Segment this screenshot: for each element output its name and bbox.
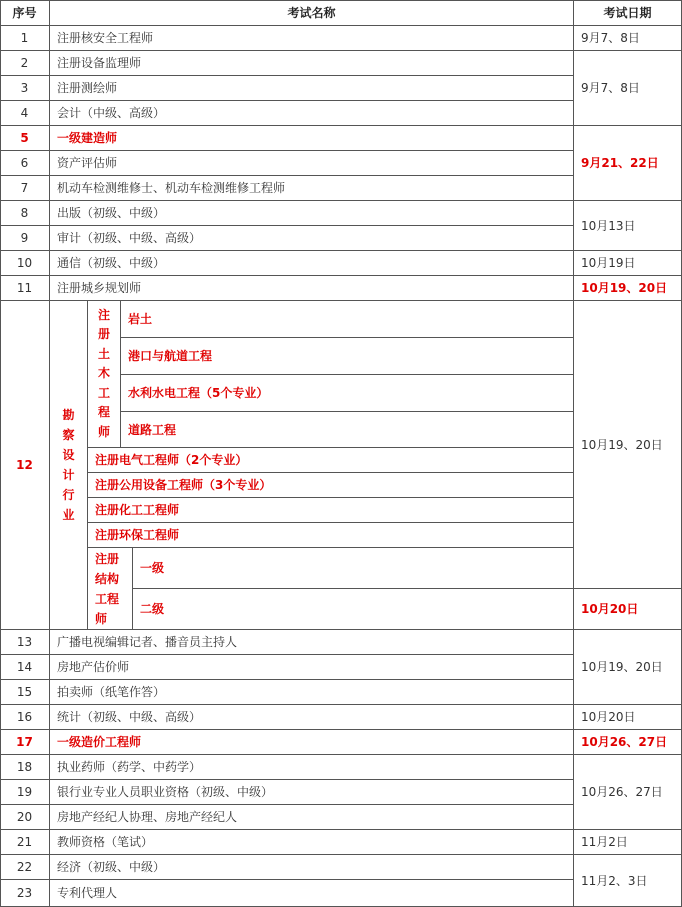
civil-item: 水利水电工程（5个专业） bbox=[121, 375, 574, 412]
exam-date: 11月2日 bbox=[574, 830, 682, 855]
row-no: 10 bbox=[0, 251, 50, 276]
exam-date: 10月20日 bbox=[574, 589, 682, 630]
civil-item: 道路工程 bbox=[121, 412, 574, 448]
exam-name: 出版（初级、中级） bbox=[50, 201, 574, 226]
group-char: 设 bbox=[62, 448, 75, 462]
header-no: 序号 bbox=[0, 0, 50, 26]
group-char: 察 bbox=[62, 428, 75, 442]
exam-name: 经济（初级、中级） bbox=[50, 855, 574, 880]
civil-char: 土 bbox=[97, 346, 110, 361]
structural-char: 注册 bbox=[95, 551, 120, 566]
row-no: 3 bbox=[0, 76, 50, 101]
exam-date: 10月26、27日 bbox=[574, 730, 682, 755]
exam-name: 教师资格（笔试） bbox=[50, 830, 574, 855]
header-name: 考试名称 bbox=[50, 0, 574, 26]
civil-engineer-label bbox=[88, 301, 121, 448]
row-no: 23 bbox=[0, 880, 50, 907]
civil-item: 港口与航道工程 bbox=[121, 338, 574, 375]
exam-name: 统计（初级、中级、高级） bbox=[50, 705, 574, 730]
engineer-item: 注册化工工程师 bbox=[88, 498, 574, 523]
exam-date: 10月13日 bbox=[574, 201, 682, 251]
exam-name: 广播电视编辑记者、播音员主持人 bbox=[50, 630, 574, 655]
engineer-item: 注册公用设备工程师（3个专业） bbox=[88, 473, 574, 498]
exam-date: 9月7、8日 bbox=[574, 26, 682, 51]
civil-char: 注 bbox=[97, 307, 110, 322]
exam-date: 10月19、20日 bbox=[574, 630, 682, 705]
exam-date: 9月21、22日 bbox=[574, 126, 682, 201]
row-no: 19 bbox=[0, 780, 50, 805]
row-no: 21 bbox=[0, 830, 50, 855]
structural-char: 结构 bbox=[95, 571, 120, 586]
row-no: 22 bbox=[0, 855, 50, 880]
row-no: 5 bbox=[0, 126, 50, 151]
row-no: 14 bbox=[0, 655, 50, 680]
structural-char: 工程 bbox=[95, 591, 120, 606]
structural-item: 一级 bbox=[133, 548, 574, 589]
civil-char: 木 bbox=[97, 366, 110, 381]
row-no: 20 bbox=[0, 805, 50, 830]
group-char: 勘 bbox=[62, 408, 75, 422]
exam-date: 10月19日 bbox=[574, 251, 682, 276]
exam-name: 审计（初级、中级、高级） bbox=[50, 226, 574, 251]
row-no: 15 bbox=[0, 680, 50, 705]
row-no: 1 bbox=[0, 26, 50, 51]
civil-char: 工 bbox=[97, 385, 110, 400]
exam-name: 银行业专业人员职业资格（初级、中级） bbox=[50, 780, 574, 805]
civil-item: 岩土 bbox=[121, 301, 574, 338]
row-no: 4 bbox=[0, 101, 50, 126]
exam-name: 一级建造师 bbox=[50, 126, 574, 151]
exam-date: 10月26、27日 bbox=[574, 755, 682, 830]
exam-name: 注册核安全工程师 bbox=[50, 26, 574, 51]
row-no: 2 bbox=[0, 51, 50, 76]
row-no: 7 bbox=[0, 176, 50, 201]
group-char: 行 bbox=[62, 488, 75, 502]
exam-name: 会计（中级、高级） bbox=[50, 101, 574, 126]
row-no: 12 bbox=[0, 301, 50, 630]
row-no: 8 bbox=[0, 201, 50, 226]
exam-name: 注册设备监理师 bbox=[50, 51, 574, 76]
exam-date: 10月19、20日 bbox=[574, 301, 682, 589]
row-no: 18 bbox=[0, 755, 50, 780]
exam-name: 注册城乡规划师 bbox=[50, 276, 574, 301]
header-date: 考试日期 bbox=[574, 0, 682, 26]
exam-date: 11月2、3日 bbox=[574, 855, 682, 907]
engineer-item: 注册环保工程师 bbox=[88, 523, 574, 548]
group-char: 计 bbox=[62, 468, 75, 482]
exam-name: 专利代理人 bbox=[50, 880, 574, 907]
exam-name: 房地产估价师 bbox=[50, 655, 574, 680]
exam-name: 房地产经纪人协理、房地产经纪人 bbox=[50, 805, 574, 830]
row-no: 13 bbox=[0, 630, 50, 655]
exam-name: 注册测绘师 bbox=[50, 76, 574, 101]
structural-item: 二级 bbox=[133, 589, 574, 630]
row-no: 9 bbox=[0, 226, 50, 251]
exam-date: 9月7、8日 bbox=[574, 51, 682, 126]
civil-char: 册 bbox=[97, 327, 110, 342]
exam-name: 拍卖师（纸笔作答） bbox=[50, 680, 574, 705]
exam-date: 10月19、20日 bbox=[574, 276, 682, 301]
exam-date: 10月20日 bbox=[574, 705, 682, 730]
row-no: 11 bbox=[0, 276, 50, 301]
engineer-item: 注册电气工程师（2个专业） bbox=[88, 448, 574, 473]
structural-engineer-label bbox=[88, 548, 133, 630]
survey-design-group-label bbox=[50, 301, 88, 630]
exam-name: 资产评估师 bbox=[50, 151, 574, 176]
exam-name: 一级造价工程师 bbox=[50, 730, 574, 755]
exam-name: 机动车检测维修士、机动车检测维修工程师 bbox=[50, 176, 574, 201]
exam-name: 通信（初级、中级） bbox=[50, 251, 574, 276]
row-no: 16 bbox=[0, 705, 50, 730]
row-no: 6 bbox=[0, 151, 50, 176]
group-char: 业 bbox=[62, 508, 75, 522]
structural-char: 师 bbox=[95, 611, 108, 626]
row-no: 17 bbox=[0, 730, 50, 755]
civil-char: 程 bbox=[97, 405, 110, 420]
exam-name: 执业药师（药学、中药学） bbox=[50, 755, 574, 780]
civil-char: 师 bbox=[97, 424, 110, 439]
